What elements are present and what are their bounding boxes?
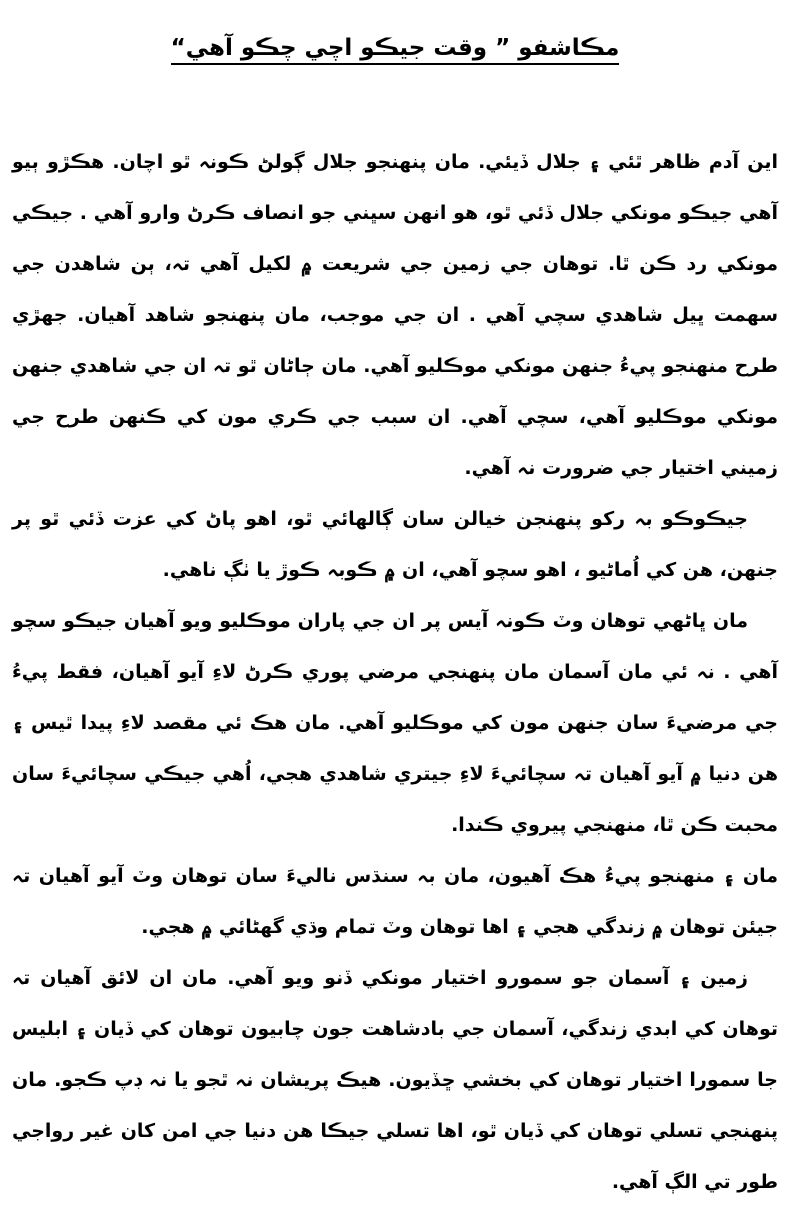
paragraph-2: جيڪوڪو بہ رکو پنھنجن خيالن سان ڳالھائي ٿو، اھو پاڻ کي عزت ڏئي ٿو پر جنھن، ھن کي اُماڻيو ، اھو سچو آھي، ان ۾ ڪوبہ ڪوڙ يا ٺڳ ناھي. [12,508,778,581]
document-title-text: مڪاشفو ” وقت جيڪو اچي چڪو آهي“ [171,35,620,65]
paragraph-5: زمين ۽ آسمان جو سمورو اختيار مونکي ڏنو ويو آھي. مان ان لائق آھيان تہ توھان کي ابدي زندگي، آسمان جي بادشاھت جون چابيون توھان کي ڏيان ۽ ابليس جا سمورا اختيار توھان کي بخشي ڇڏيون. ھيڪ پريشان نہ ٿجو يا نہ ڊپ ڪجو. مان پنھنجي تسلي توھان کي ڏيان ٿو، اھا تسلي جيڪا ھن دنيا جي امن کان غير رواجي طور تي الڳ آھي. [12,967,778,1193]
document-title [0,30,790,66]
paragraph-3: مان ڀاڻھي توھان وٽ ڪونہ آيس پر ان جي پاران موڪليو ويو آھيان جيڪو سچو آھي . نہ ئي مان آسمان مان پنھنجي مرضي پوري ڪرڻ لاءِ آيو آھيان، فقط پيءُ جي مرضيءَ سان جنھن مون کي موڪليو آھي. مان ھڪ ئي مقصد لاءِ پيدا ٿيس ۽ ھن دنيا ۾ آيو آھيان تہ سچائيءَ لاءِ جيتري شاھدي ھجي، اُھي جيڪي سچائيءَ سان محبت ڪن ٿا، منھنجي پيروي ڪندا. [12,610,778,836]
paragraph-1: اين آدم ظاھر ٿئي ۽ جلال ڏيئي. مان پنھنجو جلال ڳولڻ ڪونہ ٿو اچان. ھڪڙو ٻيو آھي جيڪو مونکي جلال ڏئي ٿو، ھو انھن سڀني جو انصاف ڪرڻ وارو آھي . جيڪي مونکي رد ڪن ٿا. توھان جي زمين جي شريعت ۾ لکيل آھي تہ، ٻن شاھدن جي سھمت ڀيل شاھدي سچي آھي . ان جي موجب، مان پنھنجو شاھد آھيان. جھڙي طرح منھنجو پيءُ جنھن مونکي موڪليو آھي. مان ڄاڻان ٿو تہ ان جي شاھدي جنھن مونکي موڪليو آھي، سچي آھي. ان سبب جي ڪري مون کي ڪنھن طرح جي زميني اختيار جي ضرورت نہ آھي. [12,151,778,479]
paragraph-4: مان ۽ منھنجو پيءُ ھڪ آھيون، مان بہ سنڌس ناليءَ سان توھان وٽ آيو آھيان تہ جيئن توھان ۾ زندگي ھجي ۽ اھا توھان وٽ تمام وڌي گھڻائي ۾ ھجي. [12,865,778,938]
document-body [12,137,778,1208]
